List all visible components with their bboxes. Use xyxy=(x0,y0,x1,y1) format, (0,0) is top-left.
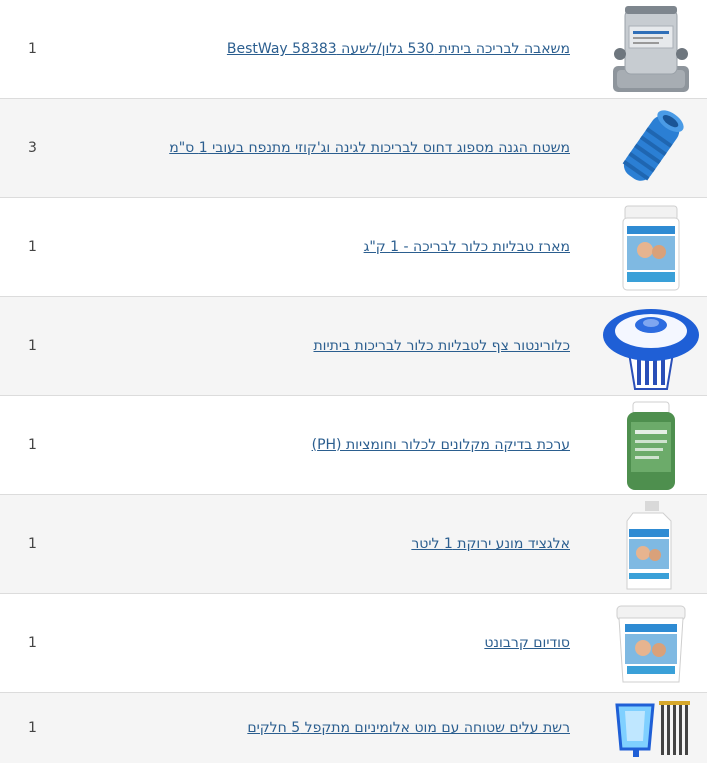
product-image-chlorine-tablets[interactable] xyxy=(601,202,701,293)
table-row xyxy=(0,594,707,693)
quantity: 3 xyxy=(28,140,37,156)
product-link[interactable]: משטח הגנה מספוג דחוס לבריכות לגינה וג'קוזי מתנפח בעובי 1 ס"מ xyxy=(169,140,570,156)
table-row xyxy=(0,198,707,297)
product-link[interactable]: סודיום קרבונט xyxy=(484,635,570,651)
product-link[interactable]: אלגציד מונע ירוקת 1 ליטר xyxy=(411,536,570,552)
product-image-hose-protector[interactable] xyxy=(601,103,701,194)
quantity: 1 xyxy=(28,239,37,255)
product-image-algaecide[interactable] xyxy=(601,499,701,590)
table-row xyxy=(0,0,707,99)
table-row xyxy=(0,495,707,594)
quantity: 1 xyxy=(28,635,37,651)
quantity: 1 xyxy=(28,536,37,552)
product-link[interactable]: כלורינטור צף לטבליות כלור לבריכות ביתיות xyxy=(313,338,570,354)
quantity: 1 xyxy=(28,338,37,354)
quantity: 1 xyxy=(28,437,37,453)
table-row xyxy=(0,297,707,396)
table-row xyxy=(0,693,707,763)
quantity: 1 xyxy=(28,41,37,57)
quantity: 1 xyxy=(28,720,37,736)
product-link[interactable]: רשת עלים שטוחה עם מוט אלומיניום מתקפל 5 חלקים xyxy=(247,720,570,736)
table-row xyxy=(0,396,707,495)
product-image-leaf-skimmer[interactable] xyxy=(601,697,701,759)
product-image-sodium-carbonate[interactable] xyxy=(601,598,701,689)
product-link[interactable]: ערכת בדיקה מקלונים לכלור וחומציות (PH) xyxy=(311,437,570,453)
product-link[interactable]: מארז טבליות כלור לבריכה - 1 ק"ג xyxy=(363,239,570,255)
product-image-pump[interactable] xyxy=(601,4,701,95)
table-row xyxy=(0,99,707,198)
product-link[interactable]: משאבה לבריכה ביתית 530 גלון/לשעה BestWay 58383 xyxy=(226,41,570,57)
product-image-floating-chlorinator[interactable] xyxy=(601,301,701,392)
product-image-test-strips[interactable] xyxy=(601,400,701,491)
